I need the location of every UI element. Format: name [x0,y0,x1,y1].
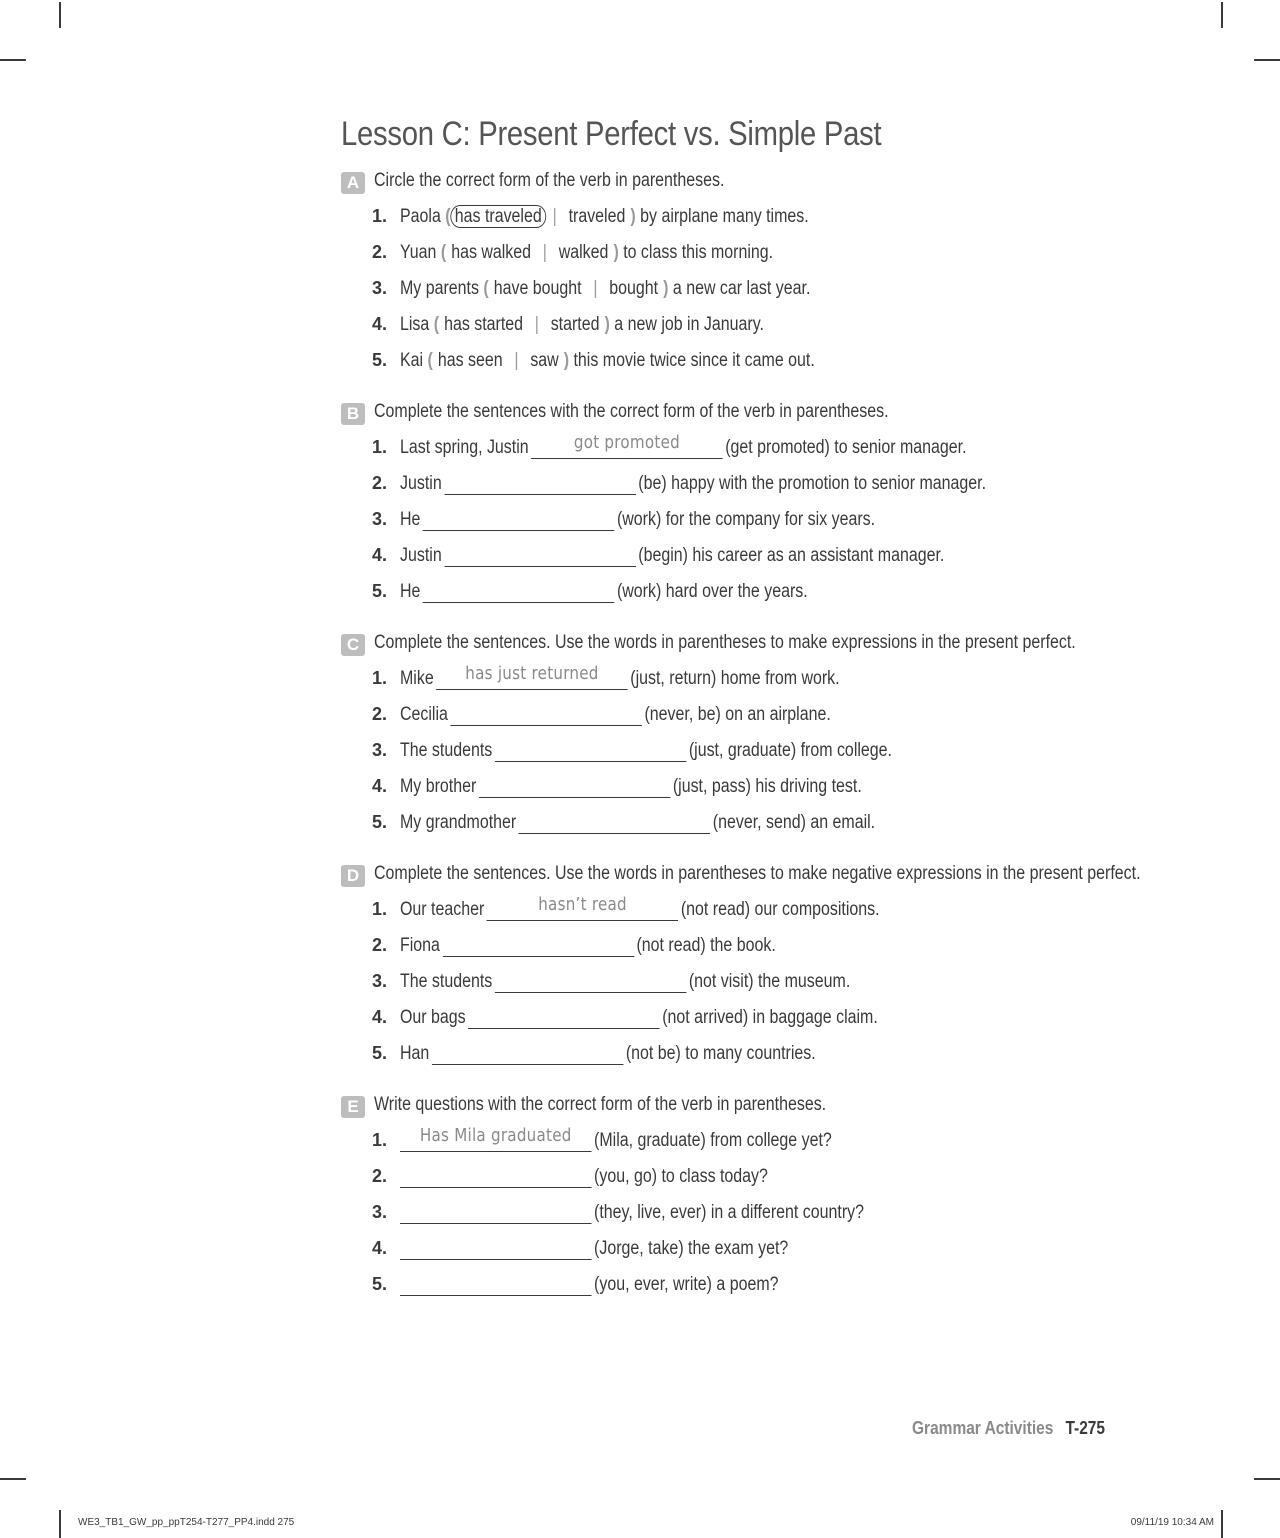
section-header [341,861,1141,897]
item-sentence [400,1166,768,1188]
option-choice[interactable]: has walked [451,242,532,263]
exercise-item [341,204,1141,240]
page-title: Lesson C: Present Perfect vs. Simple Past [341,115,882,153]
sentence-rest: by airplane many times. [640,206,809,227]
answer-blank[interactable] [400,1239,592,1260]
answer-blank[interactable] [400,1167,592,1188]
sentence-end: (not be) to many countries. [625,1043,816,1064]
item-sentence [400,350,815,372]
answer-blank[interactable] [444,546,636,567]
sentence-end: (work) for the company for six years. [616,509,876,530]
answer-blank[interactable] [519,813,711,834]
item-sentence [400,740,892,762]
exercise-item [341,276,1141,312]
answer-blank[interactable] [495,972,687,993]
item-sentence [400,1202,864,1224]
answer-blank[interactable] [450,705,642,726]
sentence-start: Mike [400,668,434,689]
item-number: 3. [372,740,388,760]
option-choice[interactable]: have bought [493,278,582,299]
item-sentence [400,314,764,336]
crop-mark [1221,2,1223,28]
item-number: 4. [372,1007,388,1027]
close-paren: ) [663,278,669,299]
crop-mark [0,59,26,61]
option-choice[interactable]: has started [444,314,524,335]
sentence-rest: this movie twice since it came out. [573,350,815,371]
print-slug-date: 09/11/19 10:34 AM [1130,1517,1214,1528]
sentence-end: (get promoted) to senior manager. [725,437,967,458]
answer-blank[interactable] [468,1008,660,1029]
answer-blank[interactable] [495,741,687,762]
section-badge: E [341,1096,365,1118]
sentence-end: (Jorge, take) the exam yet? [594,1238,789,1259]
answer-blank[interactable] [444,474,636,495]
sentence-end: (work) hard over the years. [616,581,808,602]
section-header [341,399,1141,435]
sentence-end: (you, go) to class today? [594,1166,768,1187]
sentence-end: (never, send) an email. [712,812,876,833]
open-paren: ( [440,242,447,263]
item-sentence [400,278,810,300]
exercise-item [341,1200,1141,1236]
crop-mark [1254,1478,1280,1480]
sentence-start: Cecilia [400,704,448,725]
answer-text: Has Mila graduated [419,1125,572,1146]
exercise-item [341,969,1141,1005]
exercise-item [341,432,1141,471]
answer-blank[interactable] [423,510,615,531]
item-sentence [400,242,773,264]
sentence-end: (never, be) on an airplane. [644,704,831,725]
item-sentence [400,206,809,228]
answer-blank[interactable] [423,582,615,603]
item-number: 2. [372,473,388,493]
exercise-item [341,1164,1141,1200]
exercise-item [341,579,1141,615]
option-choice[interactable]: saw [530,350,559,371]
item-number: 1. [372,437,388,457]
item-number: 3. [372,1202,388,1222]
exercise-item [341,348,1141,384]
exercise-item [341,933,1141,969]
section-header [341,630,1141,666]
item-number: 5. [372,1043,388,1063]
sentence-start: He [400,509,421,530]
crop-mark [59,2,61,28]
answer-text: has just returned [465,663,599,684]
option-separator: | [593,278,598,299]
crop-mark [0,1478,26,1480]
item-number: 3. [372,971,388,991]
section-d [341,861,1141,1077]
sentence-end: (not arrived) in baggage claim. [662,1007,878,1028]
section-b [341,399,1141,615]
sentence-rest: a new job in January. [614,314,764,335]
item-number: 4. [372,1238,388,1258]
instruction: Write questions with the correct form of the verb in parentheses. [374,1094,827,1115]
sentence-start: Justin [400,545,442,566]
open-paren: ( [427,350,433,371]
option-choice-selected[interactable]: has traveled [451,205,546,228]
sentence-end: (just, return) home from work. [630,668,840,689]
subject: Paola [400,206,441,227]
section-badge: B [341,403,365,425]
item-sentence [400,1274,779,1296]
exercise-item [341,1236,1141,1272]
exercise-item [341,1272,1141,1308]
option-choice[interactable]: started [550,314,600,335]
instruction: Circle the correct form of the verb in parentheses. [374,170,725,191]
answer-blank[interactable] [400,1275,592,1296]
sentence-end: (not visit) the museum. [688,971,851,992]
print-slug-file: WE3_TB1_GW_pp_ppT254-T277_PP4.indd 275 [78,1517,295,1528]
section-a [341,168,1141,384]
item-number: 1. [372,1130,388,1150]
footer-section-label: Grammar Activities [912,1418,1054,1438]
answer-text: got promoted [573,432,680,453]
item-sentence [400,473,986,495]
item-number: 4. [372,545,388,565]
option-separator: | [552,206,557,227]
answer-blank[interactable] [400,1203,592,1224]
close-paren: ) [613,242,619,263]
exercise-item [341,543,1141,579]
item-sentence [400,894,880,921]
option-choice[interactable]: bought [609,278,659,299]
option-separator: | [542,242,547,263]
answer-blank[interactable] [400,1125,592,1152]
option-choice[interactable]: walked [558,242,609,263]
item-number: 2. [372,1166,388,1186]
sentence-start: Our bags [400,1007,466,1028]
item-number: 3. [372,509,388,529]
open-paren: ( [483,278,489,299]
crop-mark [1254,59,1280,61]
sentence-start: My brother [400,776,477,797]
sentence-start: He [400,581,421,602]
option-separator: | [514,350,519,371]
item-number: 5. [372,581,388,601]
option-separator: | [534,314,539,335]
answer-blank[interactable] [436,663,628,690]
crop-mark [59,1510,61,1538]
instruction: Complete the sentences. Use the words in parentheses to make negative expressions in the present perfect. [374,863,1141,884]
sentence-start: The students [400,971,493,992]
sentence-start: The students [400,740,493,761]
open-paren: ( [445,206,451,227]
item-sentence [400,545,944,567]
exercise-item [341,312,1141,348]
exercise-item [341,663,1141,702]
item-number: 1. [372,668,388,688]
answer-blank[interactable] [531,432,723,459]
item-number: 5. [372,1274,388,1294]
section-c [341,630,1141,846]
item-sentence [400,812,875,834]
close-paren: ) [563,350,570,371]
section-badge: C [341,634,365,656]
item-sentence [400,432,967,459]
exercise-item [341,738,1141,774]
item-sentence [400,971,850,993]
item-number: 4. [372,314,388,334]
option-choice[interactable]: has seen [437,350,503,371]
item-number: 2. [372,704,388,724]
sentence-start: Our teacher [400,899,485,920]
item-number: 3. [372,278,388,298]
item-sentence [400,1043,816,1065]
section-e [341,1092,1141,1308]
open-paren: ( [433,314,440,335]
page-footer [912,1418,1105,1439]
instruction: Complete the sentences. Use the words in parentheses to make expressions in the present perfect. [374,632,1076,653]
answer-blank[interactable] [442,936,634,957]
answer-blank[interactable] [479,777,671,798]
option-choice[interactable]: traveled [568,206,626,227]
answer-blank[interactable] [487,894,679,921]
item-number: 4. [372,776,388,796]
item-sentence [400,1007,878,1029]
subject: Yuan [400,242,437,263]
close-paren: ) [604,314,610,335]
sentence-end: (you, ever, write) a poem? [594,1274,779,1295]
sentence-end: (just, graduate) from college. [688,740,892,761]
item-sentence [400,935,776,957]
answer-text: hasn’t read [538,894,627,915]
exercise-item [341,471,1141,507]
sentence-start: Last spring, Justin [400,437,529,458]
sentence-start: Han [400,1043,430,1064]
sentence-end: (not read) the book. [636,935,776,956]
sentence-end: (Mila, graduate) from college yet? [594,1130,832,1151]
subject: Kai [400,350,424,371]
sentence-start: My grandmother [400,812,517,833]
item-number: 2. [372,935,388,955]
sentence-end: (not read) our compositions. [680,899,880,920]
item-number: 1. [372,206,388,226]
close-paren: ) [630,206,636,227]
subject: My parents [400,278,479,299]
exercise-item [341,774,1141,810]
section-header [341,168,1141,204]
section-header [341,1092,1141,1128]
sentence-rest: a new car last year. [672,278,811,299]
item-sentence [400,663,840,690]
section-badge: A [341,172,365,194]
item-number: 1. [372,899,388,919]
sentence-end: (begin) his career as an assistant manager. [638,545,945,566]
exercise-item [341,1041,1141,1077]
item-sentence [400,1125,832,1152]
exercise-item [341,240,1141,276]
exercise-item [341,507,1141,543]
exercise-item [341,894,1141,933]
page-number: T-275 [1065,1418,1106,1438]
item-sentence [400,581,808,603]
sentence-end: (be) happy with the promotion to senior manager. [638,473,987,494]
item-sentence [400,509,875,531]
sentence-rest: to class this morning. [623,242,774,263]
item-number: 5. [372,812,388,832]
item-sentence [400,776,862,798]
item-sentence [400,704,831,726]
subject: Lisa [400,314,430,335]
exercise-item [341,810,1141,846]
instruction: Complete the sentences with the correct form of the verb in parentheses. [374,401,889,422]
exercise-item [341,702,1141,738]
sentence-start: Justin [400,473,442,494]
exercise-item [341,1005,1141,1041]
item-number: 5. [372,350,388,370]
sentence-end: (they, live, ever) in a different country? [594,1202,865,1223]
section-badge: D [341,865,365,887]
item-sentence [400,1238,788,1260]
item-number: 2. [372,242,388,262]
sentence-end: (just, pass) his driving test. [672,776,862,797]
answer-blank[interactable] [432,1044,624,1065]
exercise-item [341,1125,1141,1164]
sentence-start: Fiona [400,935,440,956]
crop-mark [1221,1510,1223,1538]
